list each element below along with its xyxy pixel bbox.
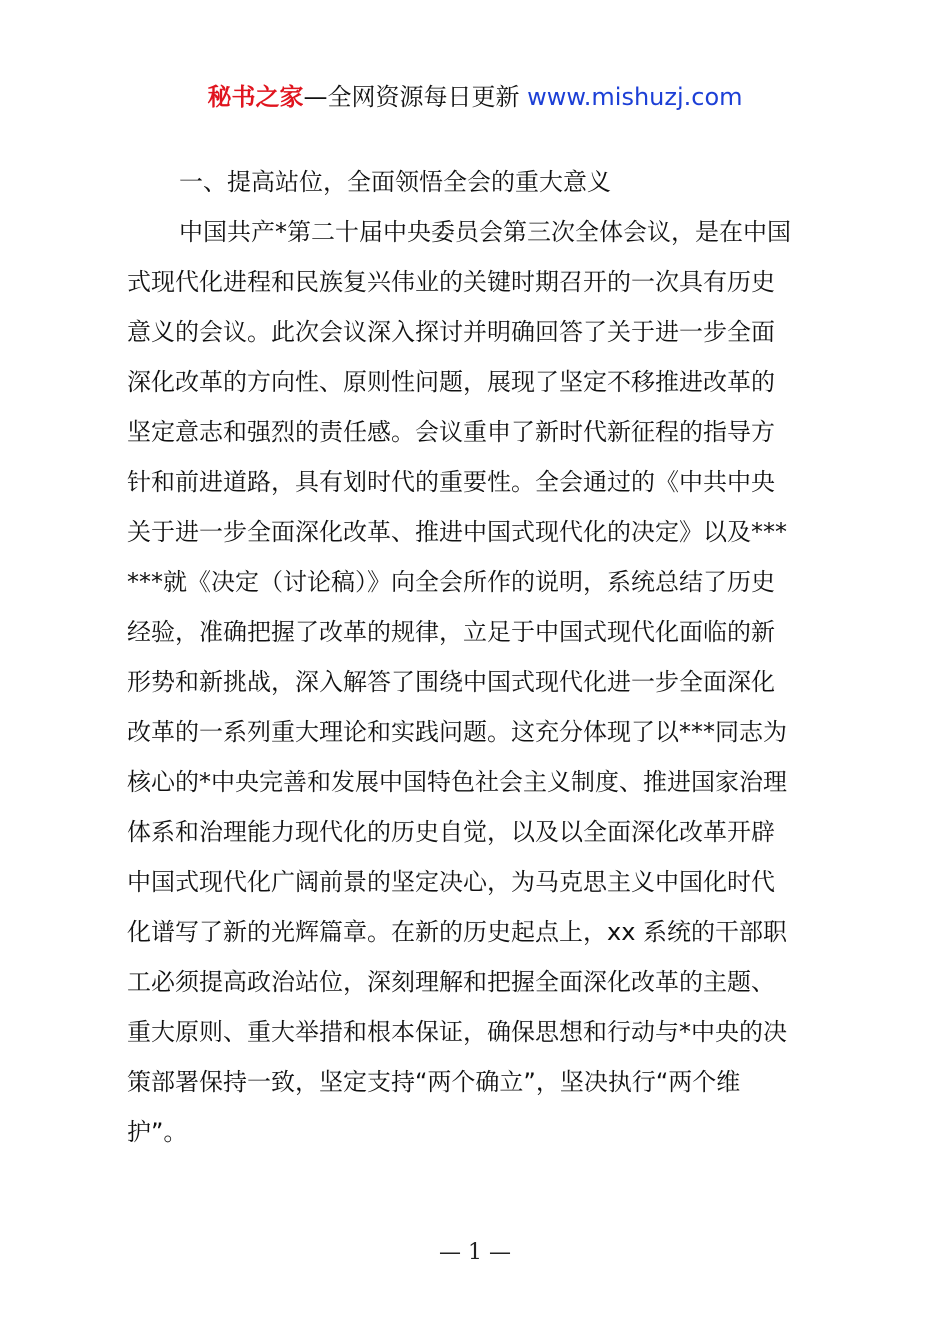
paragraph-line: 改革的一系列重大理论和实践问题。这充分体现了以***同志为 [127,718,787,746]
paragraph-line: 式现代化进程和民族复兴伟业的关键时期召开的一次具有历史 [127,268,775,296]
paragraph-line: 体系和治理能力现代化的历史自觉，以及以全面深化改革开辟 [127,818,775,846]
site-url-link[interactable]: www.mishuzj.com [527,83,743,111]
page-number: — 1 — [439,1240,511,1265]
paragraph-line: 策部署保持一致，坚定支持“两个确立”，坚决执行“两个维 [127,1068,741,1096]
site-tagline: —全网资源每日更新 [303,83,520,111]
paragraph-line: 深化改革的方向性、原则性问题，展现了坚定不移推进改革的 [127,368,775,396]
paragraph-line: 护”。 [127,1118,188,1146]
site-brand: 秘书之家 [207,83,304,111]
paragraph-line: 经验，准确把握了改革的规律，立足于中国式现代化面临的新 [127,618,775,646]
paragraph-line: 坚定意志和强烈的责任感。会议重申了新时代新征程的指导方 [127,418,775,446]
paragraph-line: 中国共产*第二十届中央委员会第三次全体会议，是在中国 [179,218,791,246]
paragraph-line: 意义的会议。此次会议深入探讨并明确回答了关于进一步全面 [127,318,775,346]
site-header [0,80,950,114]
paragraph-line: ***就《决定（讨论稿）》向全会所作的说明，系统总结了历史 [127,568,775,596]
paragraph-line: 关于进一步全面深化改革、推进中国式现代化的决定》以及*** [127,518,787,546]
paragraph-line: 重大原则、重大举措和根本保证，确保思想和行动与*中央的决 [127,1018,787,1046]
paragraph-line: 核心的*中央完善和发展中国特色社会主义制度、推进国家治理 [127,768,787,796]
section-heading: 一、提高站位，全面领悟全会的重大意义 [179,168,611,196]
document-body [127,157,833,1157]
paragraph-line: 化谱写了新的光辉篇章。在新的历史起点上，xx 系统的干部职 [127,918,788,946]
paragraph-line: 针和前进道路，具有划时代的重要性。全会通过的《中共中央 [127,468,775,496]
body-paragraph [127,207,833,1157]
paragraph-line: 工必须提高政治站位，深刻理解和把握全面深化改革的主题、 [127,968,775,996]
paragraph-line: 中国式现代化广阔前景的坚定决心，为马克思主义中国化时代 [127,868,775,896]
paragraph-line: 形势和新挑战，深入解答了围绕中国式现代化进一步全面深化 [127,668,775,696]
